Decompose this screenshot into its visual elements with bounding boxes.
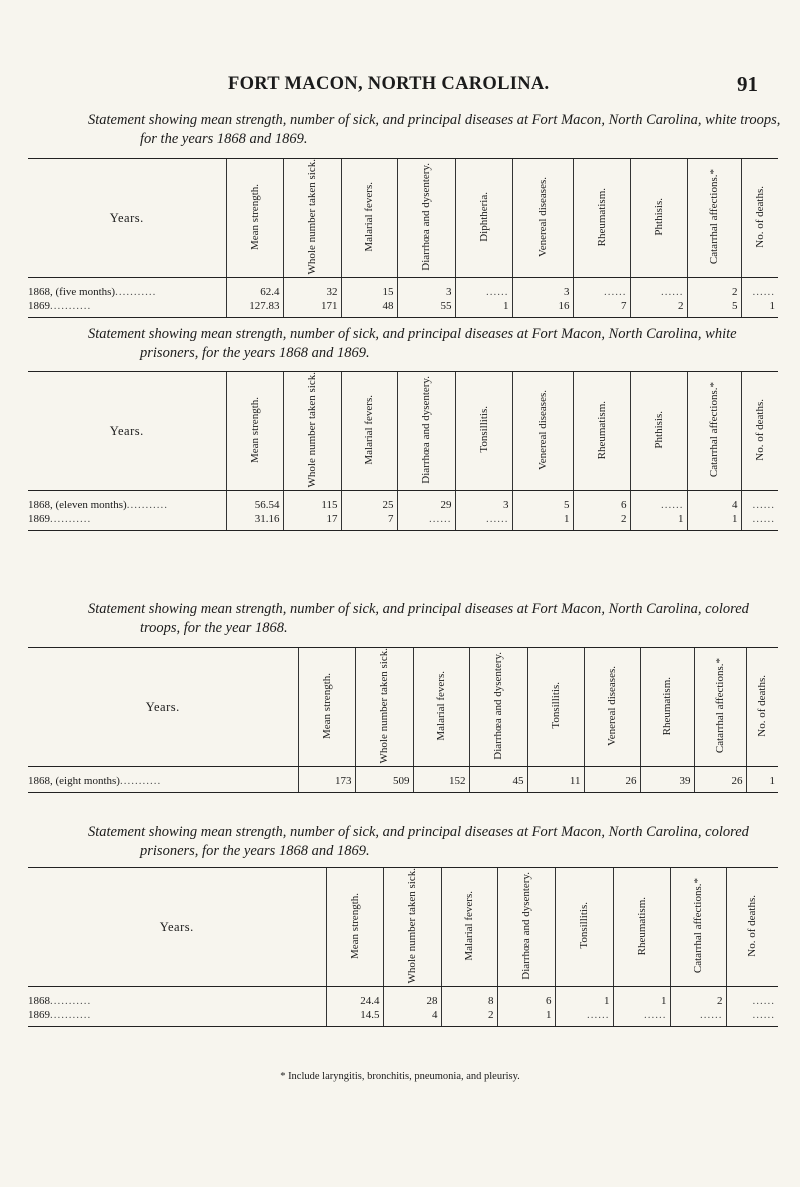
column-header xyxy=(455,159,512,278)
table-cell xyxy=(573,512,630,531)
leader-dots: ...... xyxy=(644,1009,667,1022)
cell-value: 14.5 xyxy=(360,1009,380,1022)
column-header xyxy=(512,159,573,278)
leader-dots: ...... xyxy=(661,499,684,512)
column-header xyxy=(694,648,746,767)
cell-value: 39 xyxy=(679,775,691,788)
table-white-prisoners xyxy=(28,371,778,531)
table-cell xyxy=(497,1008,555,1027)
column-header xyxy=(383,868,441,987)
column-header xyxy=(341,372,397,491)
table-cell xyxy=(741,299,778,318)
column-header-label: Whole number taken sick. xyxy=(306,159,318,275)
column-header xyxy=(283,372,341,491)
column-header xyxy=(455,372,512,491)
column-header xyxy=(397,159,455,278)
cell-value: 152 xyxy=(449,775,466,788)
cell-value: 56.54 xyxy=(254,499,280,512)
cell-value: 48 xyxy=(382,300,394,313)
column-header-label: Whole number taken sick. xyxy=(378,648,390,764)
column-header-years xyxy=(28,868,326,987)
cell-value: 1 xyxy=(564,513,570,526)
table-cell xyxy=(383,987,441,1009)
cell-value: 62.4 xyxy=(260,286,280,299)
cell-value: 16 xyxy=(558,300,570,313)
table-cell xyxy=(573,491,630,513)
cell-value: 1 xyxy=(661,995,667,1008)
cell-value: 6 xyxy=(621,499,627,512)
leader-dots: ...... xyxy=(752,286,775,299)
table-cell xyxy=(741,491,778,513)
column-header-label: Rheumatism. xyxy=(661,676,673,735)
table-cell xyxy=(573,278,630,300)
table-cell xyxy=(455,512,512,531)
column-header xyxy=(584,648,640,767)
column-header xyxy=(630,159,687,278)
table-header-row xyxy=(28,648,778,767)
column-header-label: Tonsillitis. xyxy=(578,902,590,950)
table-cell xyxy=(397,491,455,513)
cell-value: 2 xyxy=(678,300,684,313)
table-cell xyxy=(726,987,778,1009)
table-header-row xyxy=(28,159,778,278)
leader-dots: ...... xyxy=(587,1009,610,1022)
table-header-row xyxy=(28,868,778,987)
leader-dots: ...... xyxy=(429,513,452,526)
leader-dots: ........... xyxy=(50,1009,92,1022)
cell-value: 1 xyxy=(503,300,509,313)
table-cell xyxy=(226,512,283,531)
cell-value: 3 xyxy=(446,286,452,299)
cell-value: 26 xyxy=(625,775,637,788)
table-row xyxy=(28,987,778,1009)
cell-value: 1 xyxy=(769,300,775,313)
row-year-label: 1869 xyxy=(28,300,50,313)
leader-dots: ...... xyxy=(661,286,684,299)
table-cell xyxy=(397,278,455,300)
table-cell xyxy=(226,491,283,513)
column-header xyxy=(726,868,778,987)
column-header xyxy=(613,868,670,987)
leader-dots: ........... xyxy=(115,286,157,299)
leader-dots: ...... xyxy=(700,1009,723,1022)
table-cell xyxy=(726,1008,778,1027)
cell-value: 7 xyxy=(388,513,394,526)
leader-dots: ...... xyxy=(752,513,775,526)
column-header-label: Tonsillitis. xyxy=(477,406,490,454)
cell-value: 26 xyxy=(731,775,743,788)
cell-value: 24.4 xyxy=(360,995,380,1008)
table-white-troops xyxy=(28,158,778,318)
page-header xyxy=(0,72,800,102)
table-cell xyxy=(397,512,455,531)
cell-value: 1 xyxy=(546,1009,552,1022)
column-header xyxy=(687,159,741,278)
table-cell xyxy=(226,278,283,300)
column-header xyxy=(341,159,397,278)
row-year-label: 1868 xyxy=(28,995,50,1008)
table-cell xyxy=(694,767,746,793)
cell-value: 3 xyxy=(503,499,509,512)
caption-white-prisoners: Statement showing mean strength, number of sick, and principal diseases at Fort Macon, North Carolina, white prisoners, for the years 1868 and 1869. xyxy=(88,326,737,361)
table-cell xyxy=(630,278,687,300)
table-cell xyxy=(584,767,640,793)
column-header-label: Mean strength. xyxy=(348,892,361,959)
table-row xyxy=(28,1008,778,1027)
table-cell xyxy=(413,767,469,793)
cell-value: 1 xyxy=(732,513,738,526)
table-cell xyxy=(555,1008,613,1027)
running-title: FORT MACON, NORTH CAROLINA. xyxy=(228,74,550,94)
column-header-label: Diarrhœa and dysentery. xyxy=(520,871,532,980)
row-year-cell xyxy=(28,512,226,531)
column-header xyxy=(413,648,469,767)
leader-dots: ........... xyxy=(50,995,92,1008)
table-cell xyxy=(687,299,741,318)
table-cell xyxy=(640,767,694,793)
table-cell xyxy=(687,278,741,300)
cell-value: 7 xyxy=(621,300,627,313)
column-header xyxy=(573,372,630,491)
cell-value: 28 xyxy=(426,995,438,1008)
row-year-cell xyxy=(28,987,326,1009)
column-header-label: Diarrhœa and dysentery. xyxy=(420,375,432,484)
caption-colored-prisoners: Statement showing mean strength, number of sick, and principal diseases at Fort Macon, North Carolina, colored prisoners, for the years 1868 and 1869. xyxy=(88,824,749,859)
cell-value: 1 xyxy=(678,513,684,526)
column-header-label: Phthisis. xyxy=(652,410,665,449)
table-cell xyxy=(497,987,555,1009)
column-header xyxy=(226,159,283,278)
column-header xyxy=(746,648,778,767)
column-header-years xyxy=(28,372,226,491)
row-year-cell xyxy=(28,278,226,300)
table-cell xyxy=(283,299,341,318)
leader-dots: ...... xyxy=(752,1009,775,1022)
cell-value: 32 xyxy=(326,286,338,299)
column-header-label: Phthisis. xyxy=(652,197,665,236)
cell-value: 11 xyxy=(569,775,581,788)
table-header-row xyxy=(28,372,778,491)
leader-dots: ...... xyxy=(486,513,509,526)
row-year-label: 1868, (eight months) xyxy=(28,775,120,788)
row-year-label: 1868, (five months) xyxy=(28,286,116,299)
cell-value: 2 xyxy=(732,286,738,299)
leader-dots: ........... xyxy=(119,775,162,788)
row-year-cell xyxy=(28,767,298,793)
column-header-label: Rheumatism. xyxy=(635,896,648,955)
column-header-label: Venereal diseases. xyxy=(536,389,549,470)
column-header-label: Mean strength. xyxy=(248,396,261,463)
column-header-label: Whole number taken sick. xyxy=(306,372,318,488)
column-header-label: Diarrhœa and dysentery. xyxy=(420,162,432,271)
column-header xyxy=(687,372,741,491)
cell-value: 29 xyxy=(440,499,452,512)
cell-value: 45 xyxy=(512,775,524,788)
table-cell xyxy=(687,491,741,513)
column-header xyxy=(469,648,527,767)
column-header-label: Diarrhœa and dysentery. xyxy=(492,651,504,760)
row-year-cell xyxy=(28,1008,326,1027)
table-cell xyxy=(455,491,512,513)
table-cell xyxy=(355,767,413,793)
column-header-label: Venereal diseases. xyxy=(536,176,549,257)
table-cell xyxy=(283,278,341,300)
column-header xyxy=(527,648,584,767)
table-cell xyxy=(555,987,613,1009)
cell-value: 5 xyxy=(732,300,738,313)
column-header xyxy=(326,868,383,987)
column-header-label: Years. xyxy=(109,210,144,225)
leader-dots: ........... xyxy=(50,300,92,313)
cell-value: 8 xyxy=(488,995,494,1008)
table-row xyxy=(28,512,778,531)
column-header xyxy=(741,159,778,278)
leader-dots: ........... xyxy=(126,499,168,512)
table-cell xyxy=(630,299,687,318)
cell-value: 4 xyxy=(732,499,738,512)
table-cell xyxy=(469,767,527,793)
column-header-label: Whole number taken sick. xyxy=(406,868,418,984)
table-cell xyxy=(613,1008,670,1027)
caption-colored-troops: Statement showing mean strength, number of sick, and principal diseases at Fort Macon, North Carolina, colored troops, for the year 1868. xyxy=(88,601,749,636)
column-header-label: Malarial fevers. xyxy=(363,394,375,465)
table-cell xyxy=(455,278,512,300)
row-year-label: 1868, (eleven months) xyxy=(28,499,127,512)
table-cell xyxy=(341,512,397,531)
leader-dots: ...... xyxy=(752,995,775,1008)
table-cell xyxy=(341,278,397,300)
column-header xyxy=(355,648,413,767)
table-cell xyxy=(630,512,687,531)
column-header-label: Rheumatism. xyxy=(595,187,608,246)
table-colored-prisoners xyxy=(28,867,778,1027)
column-header-label: Catarrhal affections.* xyxy=(692,878,704,974)
table-cell xyxy=(383,1008,441,1027)
row-year-label: 1869 xyxy=(28,513,50,526)
table-row xyxy=(28,491,778,513)
table-colored-troops xyxy=(28,647,778,793)
table-row xyxy=(28,278,778,300)
table-cell xyxy=(741,278,778,300)
cell-value: 115 xyxy=(321,499,338,512)
column-header-label: Years. xyxy=(109,423,144,438)
table-cell xyxy=(573,299,630,318)
table-cell xyxy=(326,1008,383,1027)
table-row xyxy=(28,299,778,318)
cell-value: 173 xyxy=(335,775,352,788)
table-cell xyxy=(527,767,584,793)
table-cell xyxy=(341,491,397,513)
table-cell xyxy=(441,1008,497,1027)
table-cell xyxy=(630,491,687,513)
table-cell xyxy=(455,299,512,318)
column-header-label: Catarrhal affections.* xyxy=(708,169,720,265)
cell-value: 509 xyxy=(393,775,410,788)
table-cell xyxy=(613,987,670,1009)
table-cell xyxy=(397,299,455,318)
column-header xyxy=(630,372,687,491)
column-header-label: Catarrhal affections.* xyxy=(714,658,726,754)
column-header-label: No. of deaths. xyxy=(746,894,759,957)
column-header-label: Years. xyxy=(145,699,180,714)
column-header-label: Mean strength. xyxy=(248,183,261,250)
column-header-label: No. of deaths. xyxy=(753,398,766,461)
column-header-label: Rheumatism. xyxy=(595,400,608,459)
footnote: * Include laryngitis, bronchitis, pneumonia, and pleurisy. xyxy=(280,1071,520,1082)
column-header xyxy=(573,159,630,278)
table-cell xyxy=(741,512,778,531)
column-header-label: Tonsillitis. xyxy=(549,682,562,730)
cell-value: 2 xyxy=(717,995,723,1008)
cell-value: 1 xyxy=(604,995,610,1008)
leader-dots: ...... xyxy=(752,499,775,512)
column-header xyxy=(441,868,497,987)
table-cell xyxy=(226,299,283,318)
cell-value: 171 xyxy=(321,300,338,313)
column-header-label: No. of deaths. xyxy=(756,674,769,737)
column-header-label: Malarial fevers. xyxy=(363,181,375,252)
cell-value: 2 xyxy=(488,1009,494,1022)
page-number: 91 xyxy=(737,72,758,96)
column-header-label: Malarial fevers. xyxy=(463,890,475,961)
column-header-label: No. of deaths. xyxy=(753,185,766,248)
column-header xyxy=(283,159,341,278)
table-cell xyxy=(746,767,778,793)
table-row xyxy=(28,767,778,793)
column-header-label: Years. xyxy=(159,919,194,934)
table-cell xyxy=(512,491,573,513)
table-cell xyxy=(283,491,341,513)
cell-value: 127.83 xyxy=(249,300,280,313)
table-cell xyxy=(670,1008,726,1027)
table-cell xyxy=(687,512,741,531)
row-year-cell xyxy=(28,299,226,318)
cell-value: 1 xyxy=(769,775,775,788)
leader-dots: ...... xyxy=(486,286,509,299)
cell-value: 2 xyxy=(621,513,627,526)
leader-dots: ...... xyxy=(604,286,627,299)
table-cell xyxy=(441,987,497,1009)
cell-value: 3 xyxy=(564,286,570,299)
row-year-cell xyxy=(28,491,226,513)
table-cell xyxy=(283,512,341,531)
table-cell xyxy=(298,767,355,793)
column-header xyxy=(512,372,573,491)
cell-value: 5 xyxy=(564,499,570,512)
column-header xyxy=(670,868,726,987)
column-header-label: Catarrhal affections.* xyxy=(708,382,720,478)
column-header xyxy=(497,868,555,987)
leader-dots: ........... xyxy=(50,513,92,526)
column-header-years xyxy=(28,159,226,278)
column-header-label: Venereal diseases. xyxy=(606,665,618,746)
table-cell xyxy=(670,987,726,1009)
table-cell xyxy=(341,299,397,318)
table-cell xyxy=(326,987,383,1009)
table-cell xyxy=(512,299,573,318)
column-header xyxy=(741,372,778,491)
column-header xyxy=(555,868,613,987)
cell-value: 55 xyxy=(440,300,452,313)
cell-value: 17 xyxy=(326,513,338,526)
cell-value: 31.16 xyxy=(254,513,280,526)
column-header-label: Malarial fevers. xyxy=(435,670,447,741)
caption-white-troops: Statement showing mean strength, number of sick, and principal diseases at Fort Macon, North Carolina, white troops, for the years 1868 and 1869. xyxy=(88,112,781,147)
row-year-label: 1869 xyxy=(28,1009,50,1022)
column-header xyxy=(298,648,355,767)
column-header-label: Mean strength. xyxy=(320,672,333,739)
table-cell xyxy=(512,512,573,531)
cell-value: 6 xyxy=(546,995,552,1008)
cell-value: 15 xyxy=(382,286,394,299)
column-header-years xyxy=(28,648,298,767)
column-header xyxy=(397,372,455,491)
column-header xyxy=(640,648,694,767)
cell-value: 25 xyxy=(382,499,394,512)
cell-value: 4 xyxy=(432,1009,438,1022)
column-header xyxy=(226,372,283,491)
table-cell xyxy=(512,278,573,300)
column-header-label: Diphtheria. xyxy=(477,191,490,242)
